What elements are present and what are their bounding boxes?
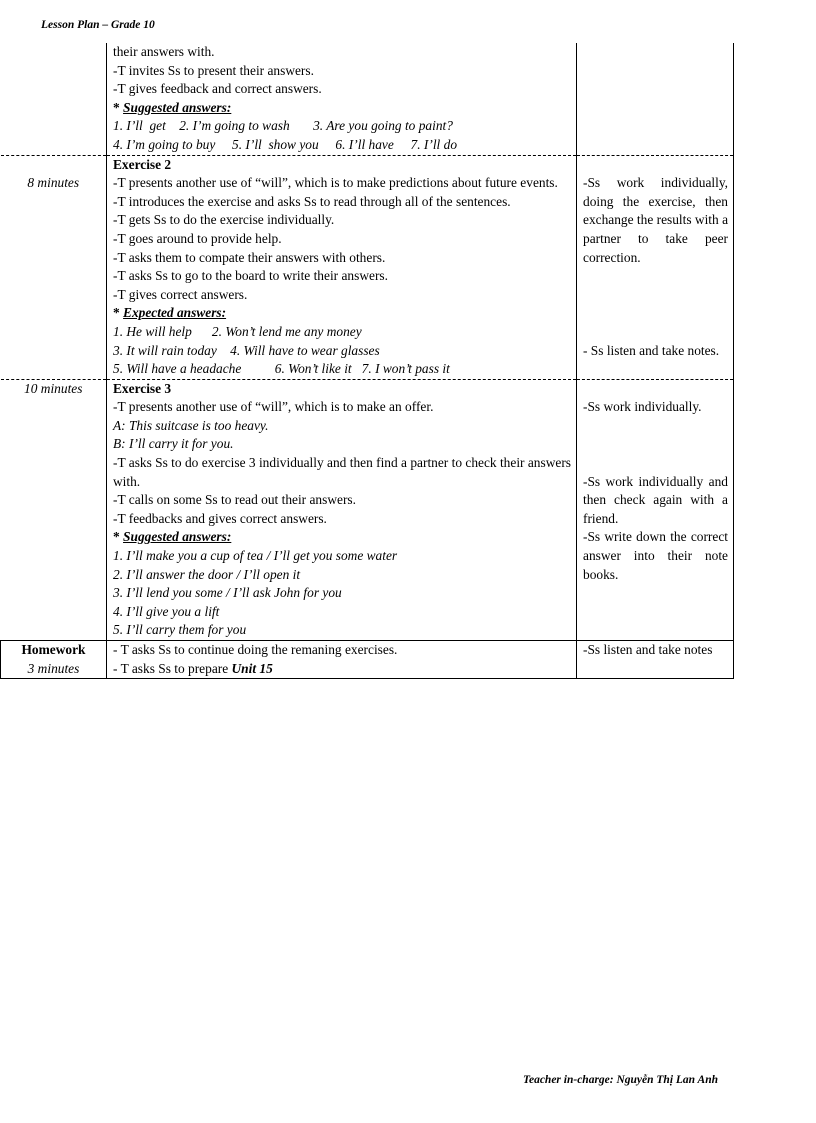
time-cell	[1, 379, 107, 640]
activity-text: -Ss work individually and then check again with a friend.	[583, 473, 728, 526]
procedure-line: -T asks Ss to do exercise 3 individually and then find a partner to check their answers with.	[113, 455, 571, 489]
answer-line: 2. I’ll answer the door / I’ll open it	[113, 566, 301, 582]
time-label: 8 minutes	[27, 175, 80, 191]
table-row-continuation	[1, 43, 734, 155]
lesson-plan-table	[0, 43, 734, 679]
procedure-line: -T goes around to provide help.	[113, 230, 282, 246]
activity-text: -Ss work individually.	[583, 399, 702, 415]
procedure-line: -T presents another use of “will”, which is to make an offer.	[113, 399, 434, 415]
answer-line: 5. Will have a headache 6. Won’t like it 7. I won’t pass it	[113, 361, 450, 377]
answer-line: 4. I’ll give you a lift	[113, 603, 220, 619]
unit-reference: Unit 15	[231, 660, 273, 676]
procedure-line: -T gives feedback and correct answers.	[113, 81, 322, 97]
activity-cell	[577, 155, 734, 379]
answer-line: 1. I’ll make you a cup of tea / I’ll get you some water	[113, 548, 398, 564]
procedure-line: - T asks Ss to prepare Unit 15	[113, 660, 273, 676]
time-cell	[1, 641, 107, 679]
procedure-line: -T introduces the exercise and asks Ss to read through all of the sentences.	[113, 193, 511, 209]
time-cell	[1, 155, 107, 379]
procedure-line: -T asks them to compate their answers with others.	[113, 249, 386, 265]
teacher-signature: Teacher in-charge: Nguyễn Thị Lan Anh	[523, 1074, 718, 1086]
procedure-line: -T asks Ss to go to the board to write their answers.	[113, 268, 388, 284]
answer-line: 1. He will help 2. Won’t lend me any money	[113, 323, 362, 339]
expected-answers-heading: * Expected answers:	[113, 305, 227, 321]
procedure-line: -T feedbacks and gives correct answers.	[113, 510, 327, 526]
time-label: 10 minutes	[24, 380, 83, 396]
procedure-line: -T presents another use of “will”, which is to make predictions about future events.	[113, 175, 558, 191]
procedure-cell	[107, 379, 577, 640]
procedure-line: -T gets Ss to do the exercise individually.	[113, 212, 335, 228]
time-cell	[1, 43, 107, 155]
answer-line: 3. I’ll lend you some / I’ll ask John for you	[113, 585, 342, 601]
procedure-line: -T invites Ss to present their answers.	[113, 62, 314, 78]
activity-cell	[577, 641, 734, 679]
page-header: Lesson Plan – Grade 10	[41, 19, 155, 31]
activity-text: -Ss work individually, doing the exercise, then exchange the results with a partner to take peer correction.	[583, 175, 729, 265]
activity-cell	[577, 379, 734, 640]
procedure-line: - T asks Ss to continue doing the remaning exercises.	[113, 642, 398, 657]
table-row-exercise-2	[1, 155, 734, 379]
procedure-cell	[107, 641, 577, 679]
exercise-title: Exercise 3	[113, 380, 172, 396]
procedure-line: -T calls on some Ss to read out their answers.	[113, 492, 356, 508]
activity-text: - Ss listen and take notes.	[583, 342, 720, 358]
exercise-title: Exercise 2	[113, 156, 172, 172]
procedure-line: -T gives correct answers.	[113, 286, 248, 302]
suggested-answers-heading: * Suggested answers:	[113, 529, 232, 545]
procedure-cell	[107, 43, 577, 155]
answer-line: 3. It will rain today 4. Will have to wear glasses	[113, 342, 380, 358]
procedure-cell	[107, 155, 577, 379]
suggested-answers-heading: * Suggested answers:	[113, 99, 232, 115]
dialog-line: A: This suitcase is too heavy.	[113, 417, 269, 433]
table-row-homework	[1, 641, 734, 679]
time-label: 3 minutes	[27, 660, 80, 676]
answer-line: 4. I’m going to buy 5. I’ll show you 6. I’ll have 7. I’ll do	[113, 136, 458, 152]
activity-text: -Ss write down the correct answer into their note books.	[583, 529, 728, 582]
table-row-exercise-3	[1, 379, 734, 640]
activity-text: -Ss listen and take notes	[583, 642, 713, 657]
answer-line: 5. I’ll carry them for you	[113, 622, 247, 638]
dialog-line: B: I’ll carry it for you.	[113, 436, 234, 452]
answer-line: 1. I’ll get 2. I’m going to wash 3. Are you going to paint?	[113, 118, 453, 134]
procedure-line: their answers with.	[113, 44, 215, 59]
homework-title: Homework	[21, 642, 86, 657]
activity-cell	[577, 43, 734, 155]
